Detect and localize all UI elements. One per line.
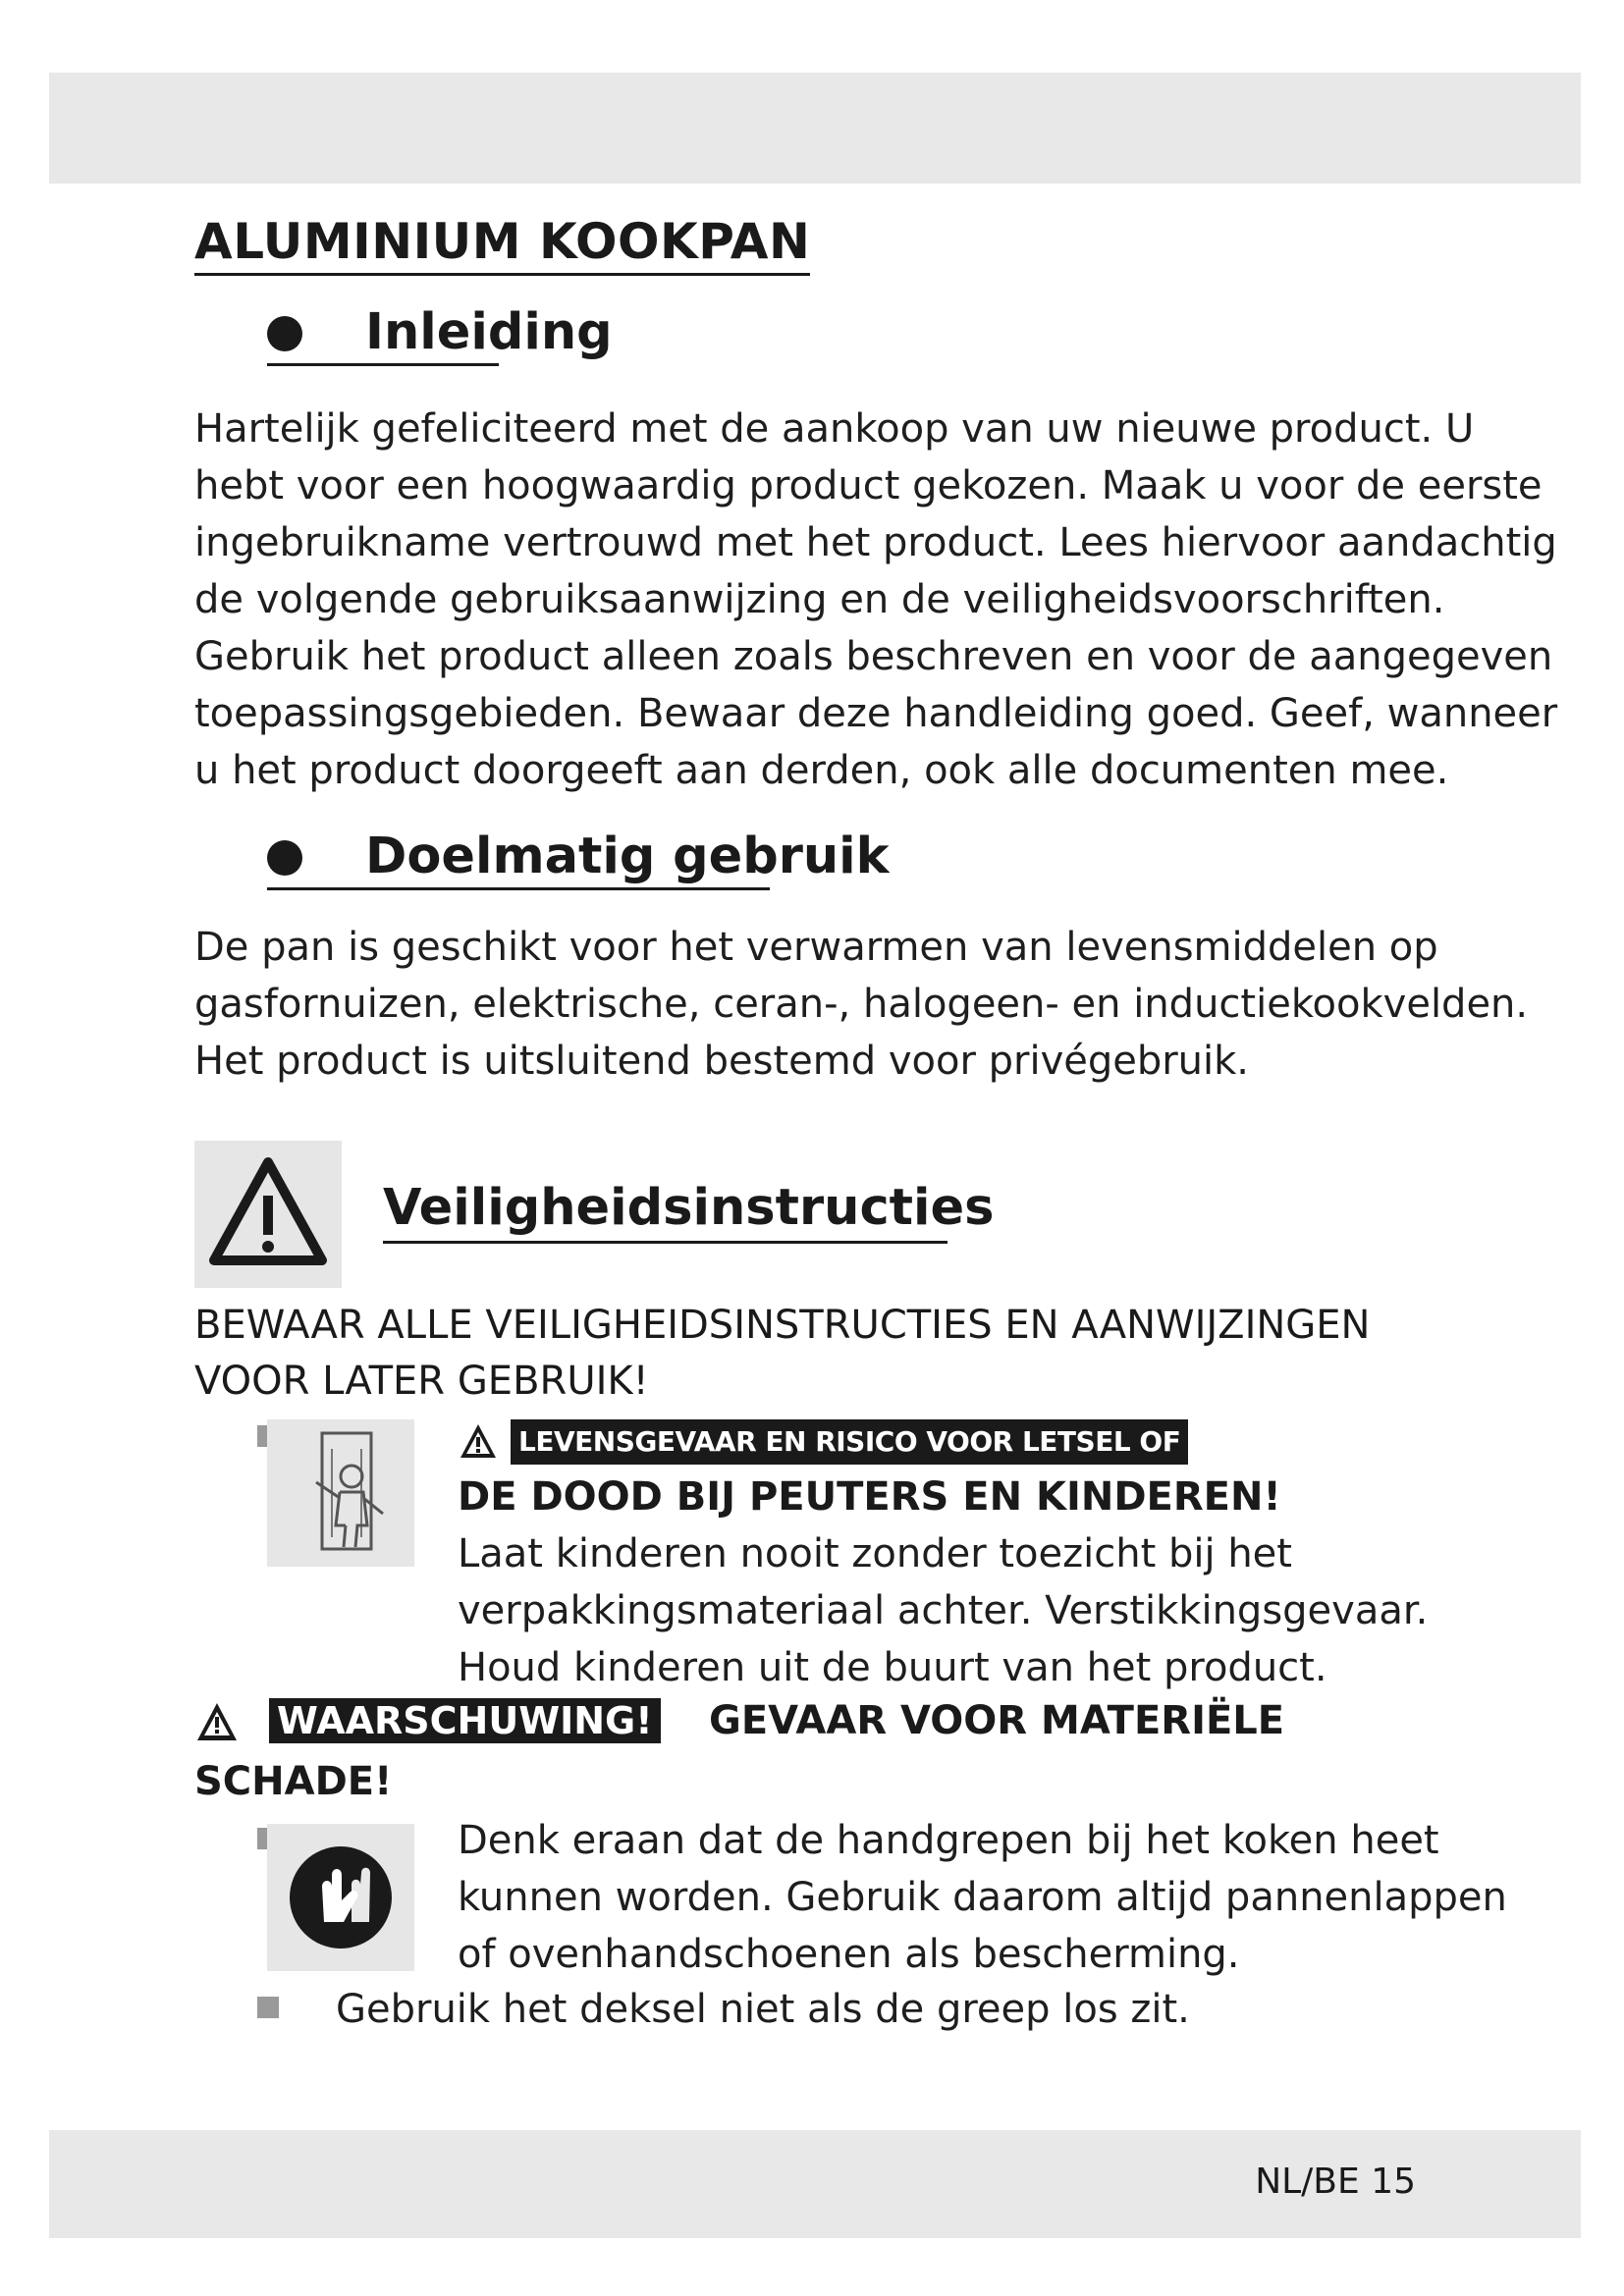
- safety-heading-underline: [383, 1241, 947, 1244]
- danger-label-text: LEVENSGEVAAR EN RISICO VOOR LETSEL OF: [511, 1419, 1188, 1465]
- warning-text-line1: GEVAAR VOOR MATERIËLE: [709, 1698, 1285, 1743]
- item1-line: Laat kinderen nooit zonder toezicht bij het: [458, 1531, 1292, 1576]
- purpose-paragraph: [194, 919, 1528, 1090]
- intro-line: Hartelijk gefeliciteerd met de aankoop van uw nieuwe product. U: [194, 406, 1475, 452]
- section-bullet-icon: [267, 316, 302, 351]
- item2-line: of ovenhandschoenen als bescherming.: [458, 1932, 1240, 1977]
- warning-text-line2: SCHADE!: [194, 1759, 393, 1804]
- child-danger-pictogram: [267, 1419, 414, 1567]
- purpose-line: De pan is geschikt voor het verwarmen van levensmiddelen op: [194, 925, 1438, 970]
- safety-heading: Veiligheidsinstructies: [383, 1179, 995, 1237]
- safety-warning-box: [194, 1141, 342, 1288]
- purpose-line: gasfornuizen, elektrische, ceran-, halogeen- en inductiekookvelden.: [194, 982, 1529, 1027]
- warning-triangle-icon: [194, 1700, 240, 1743]
- intro-line: u het product doorgeeft aan derden, ook alle documenten mee.: [194, 748, 1449, 793]
- purpose-heading: Doelmatig gebruik: [365, 828, 890, 885]
- intro-line: de volgende gebruiksaanwijzing en de veiligheidsvoorschriften.: [194, 577, 1445, 622]
- warning-triangle-icon: [194, 1141, 342, 1288]
- section-bullet-icon: [267, 840, 302, 876]
- intro-line: ingebruikname vertrouwd met het product. Lees hiervoor aandachtig: [194, 520, 1557, 565]
- intro-line: toepassingsgebieden. Bewaar deze handleiding goed. Geef, wanneer: [194, 691, 1558, 736]
- page-number: NL/BE 15: [1255, 2162, 1416, 2202]
- purpose-line: Het product is uitsluitend bestemd voor privégebruik.: [194, 1039, 1250, 1084]
- intro-paragraph: [194, 400, 1557, 799]
- warning-triangle-icon: [458, 1421, 499, 1461]
- intro-line: Gebruik het product alleen zoals beschreven en voor de aangegeven: [194, 634, 1553, 679]
- purpose-heading-underline: [267, 887, 770, 890]
- danger-label: [458, 1419, 1181, 1465]
- item2-line: kunnen worden. Gebruik daarom altijd pannenlappen: [458, 1875, 1507, 1920]
- keep-instructions: [194, 1298, 1370, 1410]
- header-band: [49, 73, 1581, 184]
- keep-line: BEWAAR ALLE VEILIGHEIDSINSTRUCTIES EN AANWIJZINGEN: [194, 1303, 1371, 1348]
- item1-line: Houd kinderen uit de buurt van het product.: [458, 1645, 1327, 1690]
- oven-gloves-icon: [267, 1824, 414, 1971]
- intro-line: hebt voor een hoogwaardig product gekozen. Maak u voor de eerste: [194, 463, 1543, 508]
- item2-text: [458, 1812, 1507, 1983]
- child-plastic-bag-icon: [267, 1419, 414, 1567]
- item3-text: Gebruik het deksel niet als de greep los zit.: [336, 1987, 1190, 2032]
- danger-bold-line: DE DOOD BIJ PEUTERS EN KINDEREN!: [458, 1474, 1281, 1520]
- material-warning: [194, 1696, 1373, 1745]
- item1-line: verpakkingsmateriaal achter. Verstikkingsgevaar.: [458, 1588, 1429, 1633]
- list-bullet-icon: [257, 1997, 279, 2018]
- keep-line: VOOR LATER GEBRUIK!: [194, 1359, 649, 1404]
- intro-heading-underline: [267, 363, 499, 366]
- item1-text: [458, 1468, 1428, 1696]
- document-title: ALUMINIUM KOOKPAN: [194, 212, 810, 276]
- intro-heading: Inleiding: [365, 303, 613, 361]
- gloves-pictogram: [267, 1824, 414, 1971]
- warning-label: WAARSCHUWING!: [269, 1698, 661, 1743]
- item2-line: Denk eraan dat de handgrepen bij het koken heet: [458, 1818, 1439, 1863]
